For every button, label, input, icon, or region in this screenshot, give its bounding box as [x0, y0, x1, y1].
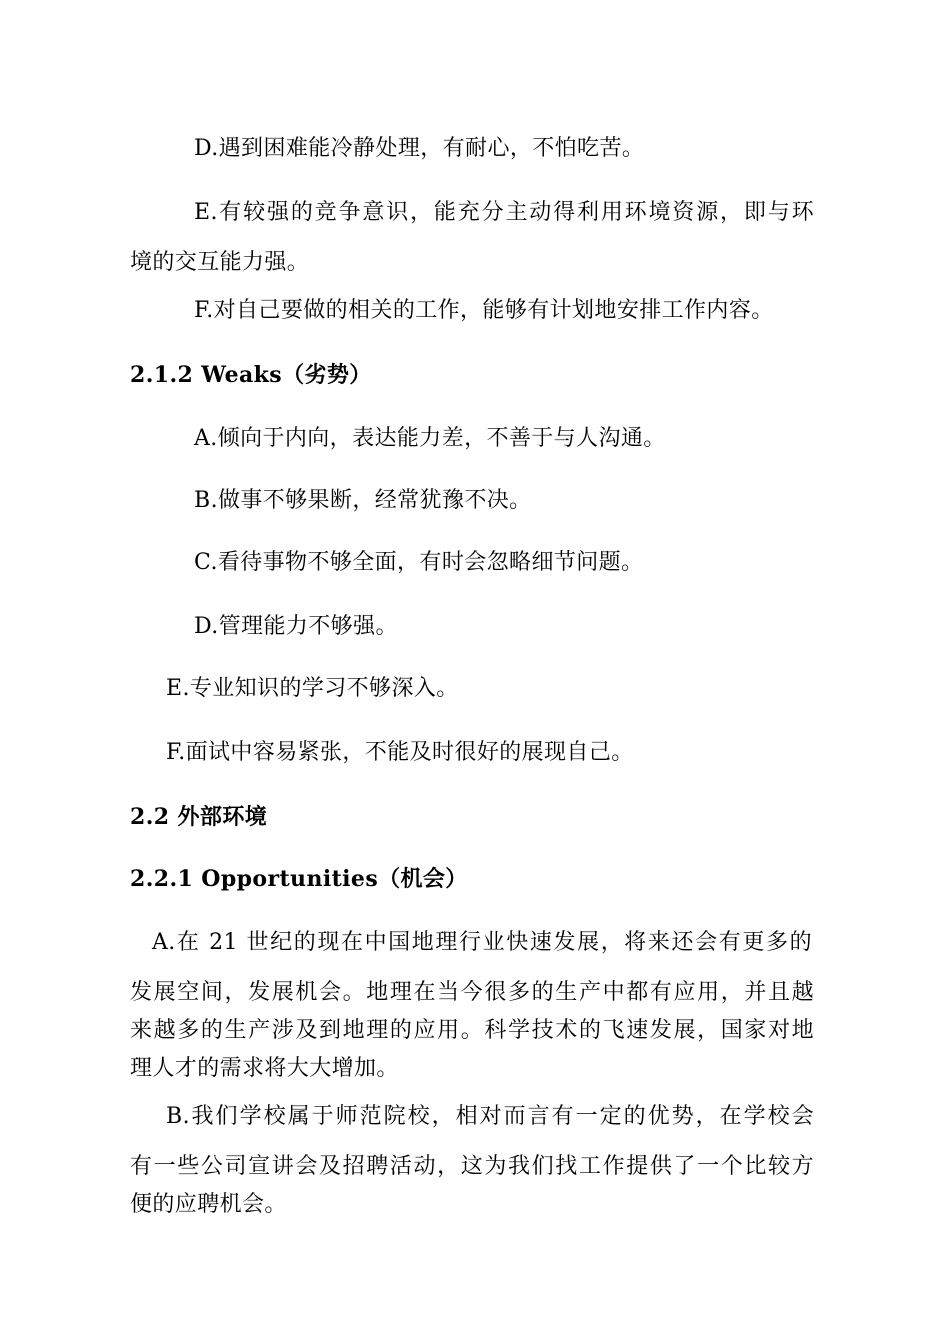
- strength-item-e-line2: 境的交互能力强。: [130, 250, 310, 275]
- section-heading-opportunities: 2.2.1 Opportunities（机会）: [130, 866, 468, 892]
- opportunity-item-b-line3: 便的应聘机会。: [130, 1192, 287, 1217]
- section-heading-weaks: 2.1.2 Weaks（劣势）: [130, 362, 372, 388]
- opportunity-item-a-line2: 发展空间，发展机会。地理在当今很多的生产中都有应用，并且越: [130, 980, 814, 1005]
- weak-item-b: B.做事不够果断，经常犹豫不决。: [194, 488, 532, 513]
- weak-item-f: F.面试中容易紧张，不能及时很好的展现自己。: [166, 740, 634, 765]
- opportunity-item-a-line3: 来越多的生产涉及到地理的应用。科学技术的飞速发展，国家对地: [130, 1018, 814, 1043]
- weak-item-d: D.管理能力不够强。: [194, 614, 398, 639]
- strength-item-d: D.遇到困难能冷静处理，有耐心，不怕吃苦。: [194, 136, 645, 161]
- opportunity-item-b-line2: 有一些公司宣讲会及招聘活动，这为我们找工作提供了一个比较方: [130, 1154, 814, 1179]
- weak-item-e: E.专业知识的学习不够深入。: [166, 676, 459, 701]
- opportunity-item-b-line1: B.我们学校属于师范院校，相对而言有一定的优势，在学校会: [166, 1104, 814, 1129]
- opportunity-item-a-line1: A.在 21 世纪的现在中国地理行业快速发展，将来还会有更多的: [152, 930, 812, 955]
- section-heading-external: 2.2 外部环境: [130, 804, 268, 830]
- opportunity-item-a-line4: 理人才的需求将大大增加。: [130, 1056, 399, 1081]
- weak-item-a: A.倾向于内向，表达能力差，不善于与人沟通。: [194, 426, 666, 451]
- strength-item-e-line1: E.有较强的竞争意识，能充分主动得利用环境资源，即与环: [194, 200, 814, 225]
- strength-item-f: F.对自己要做的相关的工作，能够有计划地安排工作内容。: [194, 298, 774, 323]
- weak-item-c: C.看待事物不够全面，有时会忽略细节问题。: [194, 550, 644, 575]
